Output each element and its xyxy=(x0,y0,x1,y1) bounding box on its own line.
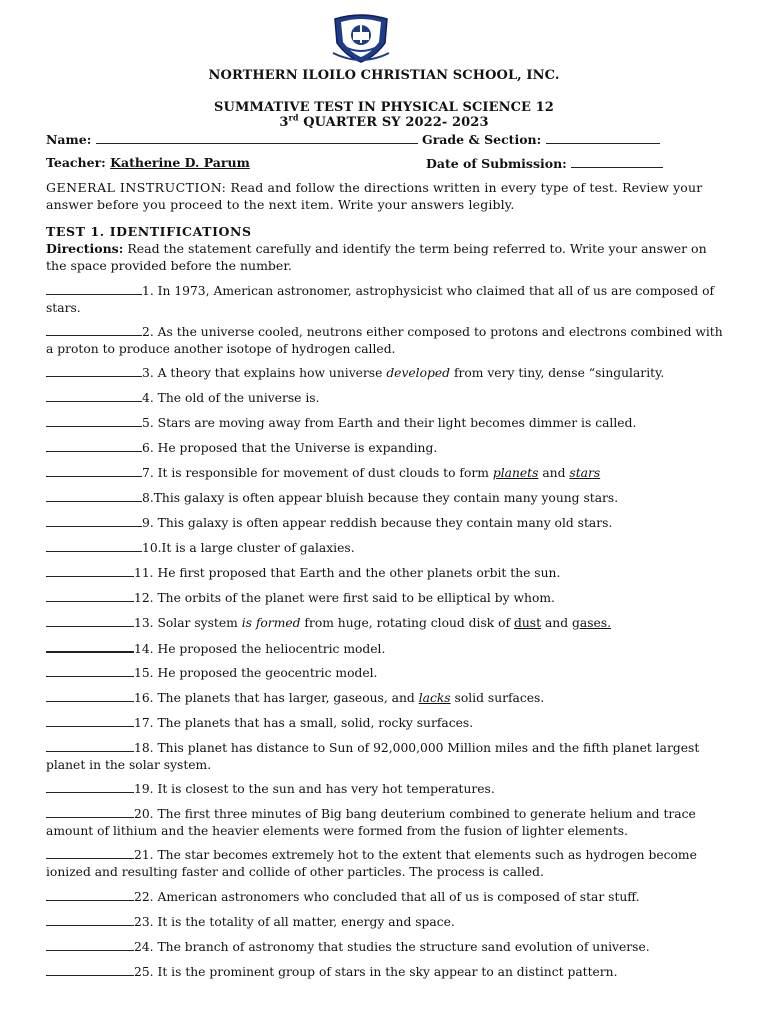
directions-label: Directions: xyxy=(46,241,124,256)
answer-blank[interactable] xyxy=(46,714,134,727)
name-label: Name: xyxy=(46,132,92,147)
general-instruction-label: GENERAL INSTRUCTION: xyxy=(46,180,227,195)
teacher-row xyxy=(46,155,250,170)
question-item: 16. The planets that has larger, gaseous, and lacks solid surfaces. xyxy=(46,689,726,707)
test-title: SUMMATIVE TEST IN PHYSICAL SCIENCE 12 xyxy=(214,100,554,115)
answer-blank[interactable] xyxy=(46,963,134,976)
question-item: 11. He first proposed that Earth and the other planets orbit the sun. xyxy=(46,564,726,582)
question-item: 14. He proposed the heliocentric model. xyxy=(46,639,726,658)
question-item: 15. He proposed the geocentric model. xyxy=(46,664,726,682)
date-label: Date of Submission: xyxy=(426,156,567,171)
grade-field[interactable] xyxy=(546,131,660,144)
date-row xyxy=(426,155,663,171)
answer-blank[interactable] xyxy=(46,323,142,336)
answer-blank[interactable] xyxy=(46,414,142,427)
question-item: 4. The old of the universe is. xyxy=(46,389,726,407)
teacher-label: Teacher: xyxy=(46,155,106,170)
question-item: 2. As the universe cooled, neutrons either composed to protons and electrons combined with a proton to produce another isotope of hydrogen called. xyxy=(46,325,723,356)
quarter-line: 3rd QUARTER SY 2022- 2023 xyxy=(279,112,489,130)
question-item: 7. It is responsible for movement of dust clouds to form planets and stars xyxy=(46,464,726,482)
answer-blank[interactable] xyxy=(46,846,134,859)
question-item: 5. Stars are moving away from Earth and their light becomes dimmer is called. xyxy=(46,414,726,432)
answer-blank[interactable] xyxy=(46,689,134,702)
answer-blank[interactable] xyxy=(46,564,134,577)
answer-blank[interactable] xyxy=(46,282,142,295)
answer-blank[interactable] xyxy=(46,489,142,502)
school-logo-icon xyxy=(331,13,391,63)
directions-text: Read the statement carefully and identify the term being referred to. Write your answer on the space provided before the number. xyxy=(46,241,707,273)
answer-blank[interactable] xyxy=(46,514,142,527)
question-item: 24. The branch of astronomy that studies the structure sand evolution of universe. xyxy=(46,938,726,956)
school-name: NORTHERN ILOILO CHRISTIAN SCHOOL, INC. xyxy=(208,68,560,83)
answer-blank[interactable] xyxy=(46,464,142,477)
answer-blank[interactable] xyxy=(46,614,134,627)
date-field[interactable] xyxy=(571,155,663,168)
answer-blank[interactable] xyxy=(46,913,134,926)
question-item: 3. A theory that explains how universe developed from very tiny, dense “singularity. xyxy=(46,364,726,382)
question-item: 23. It is the totality of all matter, energy and space. xyxy=(46,913,726,931)
answer-blank[interactable] xyxy=(46,805,134,818)
question-item: 19. It is closest to the sun and has very hot temperatures. xyxy=(46,780,726,798)
question-item: 9. This galaxy is often appear reddish because they contain many old stars. xyxy=(46,514,726,532)
question-item: 10.It is a large cluster of galaxies. xyxy=(46,539,726,557)
answer-blank[interactable] xyxy=(46,739,134,752)
general-instruction-text: Read and follow the directions written in every type of test. Review your answer before you proceed to the next item. Write your answers legibly. xyxy=(46,180,703,212)
question-item: 13. Solar system is formed from huge, rotating cloud disk of dust and gases. xyxy=(46,614,726,632)
answer-blank[interactable] xyxy=(46,439,142,452)
general-instruction xyxy=(46,179,722,213)
question-item: 1. In 1973, American astronomer, astrophysicist who claimed that all of us are composed of stars. xyxy=(46,284,715,315)
answer-blank[interactable] xyxy=(46,664,134,677)
question-item: 22. American astronomers who concluded that all of us is composed of star stuff. xyxy=(46,888,726,906)
question-item: 8.This galaxy is often appear bluish because they contain many young stars. xyxy=(46,489,726,507)
answer-blank[interactable] xyxy=(46,364,142,377)
answer-blank[interactable] xyxy=(46,780,134,793)
question-item: 12. The orbits of the planet were first said to be elliptical by whom. xyxy=(46,589,726,607)
answer-blank[interactable] xyxy=(46,589,134,602)
answer-blank[interactable] xyxy=(46,539,142,552)
question-item: 6. He proposed that the Universe is expanding. xyxy=(46,439,726,457)
teacher-name: Katherine D. Parum xyxy=(110,155,250,170)
answer-blank[interactable] xyxy=(46,389,142,402)
name-row xyxy=(46,131,660,147)
question-item: 17. The planets that has a small, solid, rocky surfaces. xyxy=(46,714,726,732)
answer-blank[interactable] xyxy=(46,639,134,653)
test1-heading: TEST 1. IDENTIFICATIONS xyxy=(46,224,252,239)
name-field[interactable] xyxy=(96,131,418,144)
question-item: 18. This planet has distance to Sun of 92,000,000 Million miles and the fifth planet largest planet in the solar system. xyxy=(46,741,700,772)
grade-label: Grade & Section: xyxy=(422,132,542,147)
question-item: 21. The star becomes extremely hot to the extent that elements such as hydrogen become ionized and resulting faster and collide of other particles. The process is called. xyxy=(46,848,697,879)
answer-blank[interactable] xyxy=(46,938,134,951)
question-item: 20. The first three minutes of Big bang deuterium combined to generate helium and trace amount of lithium and the heavier elements were formed from the fusion of lighter elements. xyxy=(46,807,696,838)
answer-blank[interactable] xyxy=(46,888,134,901)
test1-directions xyxy=(46,240,722,274)
question-item: 25. It is the prominent group of stars in the sky appear to an distinct pattern. xyxy=(46,963,726,981)
